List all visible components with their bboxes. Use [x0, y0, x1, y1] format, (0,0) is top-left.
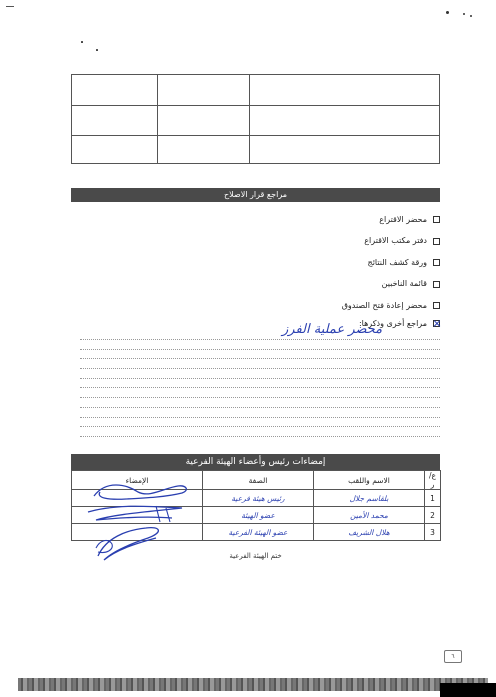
member-name: هلال الشريف — [314, 524, 425, 541]
scan-speck — [463, 13, 465, 15]
row-number: 1 — [425, 490, 441, 507]
member-name: بلقاسم جلال — [314, 490, 425, 507]
checkbox[interactable] — [433, 281, 440, 288]
checkbox[interactable] — [433, 302, 440, 309]
dotted-line — [80, 378, 440, 379]
dotted-line — [80, 407, 440, 408]
references-checklist — [140, 209, 440, 331]
row-number: 3 — [425, 524, 441, 541]
scan-mark — [6, 6, 14, 7]
checklist-item[interactable] — [140, 209, 440, 231]
scan-speck — [81, 41, 83, 43]
scan-speck — [446, 11, 449, 14]
checkbox-checked[interactable] — [433, 320, 440, 327]
checklist-label: ورقة كشف النتائج — [367, 257, 427, 267]
column-header-num: ع/ر — [425, 471, 441, 490]
member-name: محمد الأمين — [314, 507, 425, 524]
table-divider — [72, 135, 439, 136]
scan-speck — [96, 49, 98, 51]
handwritten-other-reference: محضر عملية الفرز — [282, 322, 383, 337]
member-role: عضو الهيئة — [203, 507, 314, 524]
column-header-role: الصفة — [203, 471, 314, 490]
checklist-label: قائمة الناخبين — [381, 279, 427, 289]
checkbox[interactable] — [433, 216, 440, 223]
dotted-line — [80, 417, 440, 418]
member-role: رئيس هيئة فرعية — [203, 490, 314, 507]
scan-border-strip — [18, 678, 488, 691]
page-number: ٦ — [444, 650, 462, 663]
checklist-item[interactable] — [140, 274, 440, 296]
dotted-line — [80, 368, 440, 369]
column-header-name: الاسم واللقب — [314, 471, 425, 490]
section-title-signatures: إمضاءات رئيس وأعضاء الهيئة الفرعية — [71, 454, 440, 470]
checklist-label: مراجع أخرى وذكرها: — [358, 318, 427, 328]
section-title-references: مراجع قرار الاصلاح — [71, 188, 440, 202]
table-divider — [157, 75, 158, 163]
column-header-signature: الإمضاء — [72, 471, 203, 490]
dotted-line — [80, 349, 440, 350]
table-divider — [72, 105, 439, 106]
checklist-label: دفتر مكتب الاقتراع — [364, 236, 427, 246]
dotted-line — [80, 387, 440, 388]
notes-lines — [80, 339, 440, 446]
checklist-item[interactable] — [140, 295, 440, 317]
empty-table — [71, 74, 440, 164]
scan-speck — [470, 15, 472, 17]
checklist-item[interactable] — [140, 252, 440, 274]
dotted-line — [80, 358, 440, 359]
dotted-line — [80, 436, 440, 437]
member-role: عضو الهيئة الفرعية — [203, 524, 314, 541]
checklist-label: محضر إعادة فتح الصندوق — [341, 300, 427, 310]
table-divider — [249, 75, 250, 163]
row-number: 2 — [425, 507, 441, 524]
checkbox[interactable] — [433, 259, 440, 266]
seal-label: ختم الهيئة الفرعية — [229, 552, 282, 560]
checklist-item[interactable] — [140, 231, 440, 253]
dotted-line — [80, 397, 440, 398]
scan-black-edge — [440, 683, 496, 697]
dotted-line — [80, 339, 440, 340]
dotted-line — [80, 426, 440, 427]
checklist-label: محضر الاقتراع — [379, 214, 427, 224]
checkbox[interactable] — [433, 238, 440, 245]
